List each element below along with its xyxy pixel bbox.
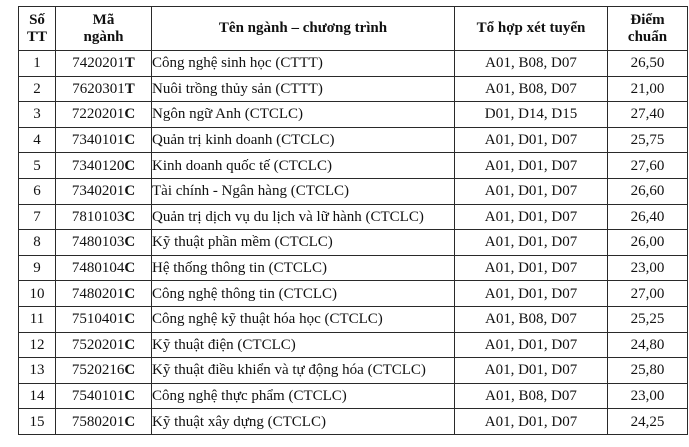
table-row [19, 332, 688, 358]
cell-stt: 7 [19, 204, 56, 230]
code-suffix: C [124, 208, 136, 225]
code-suffix: C [124, 157, 136, 174]
cell-score: 21,00 [608, 76, 688, 102]
cell-subject-combo: A01, D01, D07 [455, 255, 608, 281]
cell-score: 26,60 [608, 178, 688, 204]
cell-program-name: Kỹ thuật xây dựng (CTCLC) [152, 409, 455, 435]
table-row [19, 409, 688, 435]
table-row [19, 178, 688, 204]
cell-stt: 1 [19, 51, 56, 77]
code-number: 7480103 [71, 234, 125, 251]
cell-subject-combo: D01, D14, D15 [455, 102, 608, 128]
cell-stt: 5 [19, 153, 56, 179]
cell-code [56, 306, 152, 332]
cell-program-name: Kỹ thuật phần mềm (CTCLC) [152, 230, 455, 256]
code-number: 7340120 [71, 157, 125, 174]
cell-stt: 14 [19, 383, 56, 409]
cell-score: 24,80 [608, 332, 688, 358]
cell-subject-combo: A01, D01, D07 [455, 204, 608, 230]
code-number: 7520201 [71, 336, 125, 353]
cell-program-name: Công nghệ thực phẩm (CTCLC) [152, 383, 455, 409]
cell-code [56, 204, 152, 230]
cell-score: 26,50 [608, 51, 688, 77]
cell-subject-combo: A01, B08, D07 [455, 383, 608, 409]
table-row [19, 204, 688, 230]
cell-stt: 9 [19, 255, 56, 281]
cell-code [56, 332, 152, 358]
cell-program-name: Nuôi trồng thủy sản (CTTT) [152, 76, 455, 102]
cell-stt: 15 [19, 409, 56, 435]
code-number: 7620301 [72, 80, 125, 97]
cell-code [56, 76, 152, 102]
code-suffix: C [124, 388, 136, 405]
code-number: 7420201 [72, 55, 125, 72]
cell-score: 27,40 [608, 102, 688, 128]
cell-stt: 6 [19, 178, 56, 204]
cell-program-name: Tài chính - Ngân hàng (CTCLC) [152, 178, 455, 204]
code-suffix: T [124, 80, 135, 97]
cell-code [56, 281, 152, 307]
table-row [19, 153, 688, 179]
cell-code [56, 153, 152, 179]
table-row [19, 102, 688, 128]
cell-score: 23,00 [608, 383, 688, 409]
cell-score: 25,80 [608, 358, 688, 384]
cell-program-name: Kỹ thuật điều khiển và tự động hóa (CTCLC) [152, 358, 455, 384]
admission-score-table [18, 6, 688, 435]
header-score: Điểm chuẩn [608, 7, 688, 51]
cell-stt: 10 [19, 281, 56, 307]
cell-subject-combo: A01, D01, D07 [455, 409, 608, 435]
table-row [19, 306, 688, 332]
cell-code [56, 358, 152, 384]
cell-subject-combo: A01, B08, D07 [455, 306, 608, 332]
header-stt: Số TT [19, 7, 56, 51]
table-row [19, 51, 688, 77]
header-name: Tên ngành – chương trình [152, 7, 455, 51]
code-suffix: C [124, 106, 136, 123]
cell-program-name: Công nghệ thông tin (CTCLC) [152, 281, 455, 307]
cell-stt: 11 [19, 306, 56, 332]
cell-subject-combo: A01, B08, D07 [455, 76, 608, 102]
code-number: 7340201 [71, 183, 125, 200]
code-number: 7810103 [71, 208, 125, 225]
cell-stt: 8 [19, 230, 56, 256]
cell-code [56, 230, 152, 256]
code-number: 7510401 [71, 311, 125, 328]
cell-score: 26,40 [608, 204, 688, 230]
cell-score: 25,25 [608, 306, 688, 332]
cell-stt: 3 [19, 102, 56, 128]
cell-code [56, 102, 152, 128]
code-suffix: C [124, 311, 136, 328]
table-row [19, 230, 688, 256]
cell-score: 27,60 [608, 153, 688, 179]
cell-program-name: Công nghệ kỹ thuật hóa học (CTCLC) [152, 306, 455, 332]
cell-code [56, 383, 152, 409]
cell-stt: 4 [19, 127, 56, 153]
table-header-row [19, 7, 688, 51]
cell-program-name: Công nghệ sinh học (CTTT) [152, 51, 455, 77]
cell-code [56, 409, 152, 435]
table-row [19, 358, 688, 384]
code-number: 7220201 [71, 106, 125, 123]
code-number: 7340101 [71, 132, 125, 149]
code-suffix: C [124, 132, 136, 149]
cell-subject-combo: A01, B08, D07 [455, 51, 608, 77]
table-row [19, 281, 688, 307]
table-row [19, 255, 688, 281]
code-suffix: C [124, 362, 136, 379]
cell-stt: 2 [19, 76, 56, 102]
table-row [19, 127, 688, 153]
cell-score: 25,75 [608, 127, 688, 153]
cell-program-name: Kinh doanh quốc tế (CTCLC) [152, 153, 455, 179]
table-row [19, 76, 688, 102]
cell-score: 23,00 [608, 255, 688, 281]
code-suffix: C [124, 183, 136, 200]
cell-score: 24,25 [608, 409, 688, 435]
cell-code [56, 178, 152, 204]
cell-stt: 12 [19, 332, 56, 358]
table-row [19, 383, 688, 409]
cell-subject-combo: A01, D01, D07 [455, 153, 608, 179]
cell-subject-combo: A01, D01, D07 [455, 332, 608, 358]
cell-subject-combo: A01, D01, D07 [455, 178, 608, 204]
code-suffix: C [124, 336, 136, 353]
cell-program-name: Kỹ thuật điện (CTCLC) [152, 332, 455, 358]
code-number: 7480104 [71, 260, 125, 277]
code-number: 7480201 [71, 285, 125, 302]
cell-code [56, 127, 152, 153]
cell-code [56, 51, 152, 77]
code-number: 7520216 [71, 362, 125, 379]
code-suffix: C [124, 234, 136, 251]
cell-subject-combo: A01, D01, D07 [455, 281, 608, 307]
cell-stt: 13 [19, 358, 56, 384]
code-number: 7580201 [71, 413, 125, 430]
header-combo: Tổ hợp xét tuyển [455, 7, 608, 51]
cell-score: 27,00 [608, 281, 688, 307]
code-suffix: T [124, 55, 135, 72]
code-number: 7540101 [71, 388, 125, 405]
cell-program-name: Quản trị kinh doanh (CTCLC) [152, 127, 455, 153]
cell-score: 26,00 [608, 230, 688, 256]
cell-program-name: Ngôn ngữ Anh (CTCLC) [152, 102, 455, 128]
code-suffix: C [124, 413, 136, 430]
cell-code [56, 255, 152, 281]
code-suffix: C [124, 285, 136, 302]
cell-subject-combo: A01, D01, D07 [455, 358, 608, 384]
cell-program-name: Hệ thống thông tin (CTCLC) [152, 255, 455, 281]
cell-subject-combo: A01, D01, D07 [455, 230, 608, 256]
header-code: Mã ngành [56, 7, 152, 51]
table-body [19, 51, 688, 435]
code-suffix: C [124, 260, 136, 277]
cell-subject-combo: A01, D01, D07 [455, 127, 608, 153]
cell-program-name: Quản trị dịch vụ du lịch và lữ hành (CTCLC) [152, 204, 455, 230]
